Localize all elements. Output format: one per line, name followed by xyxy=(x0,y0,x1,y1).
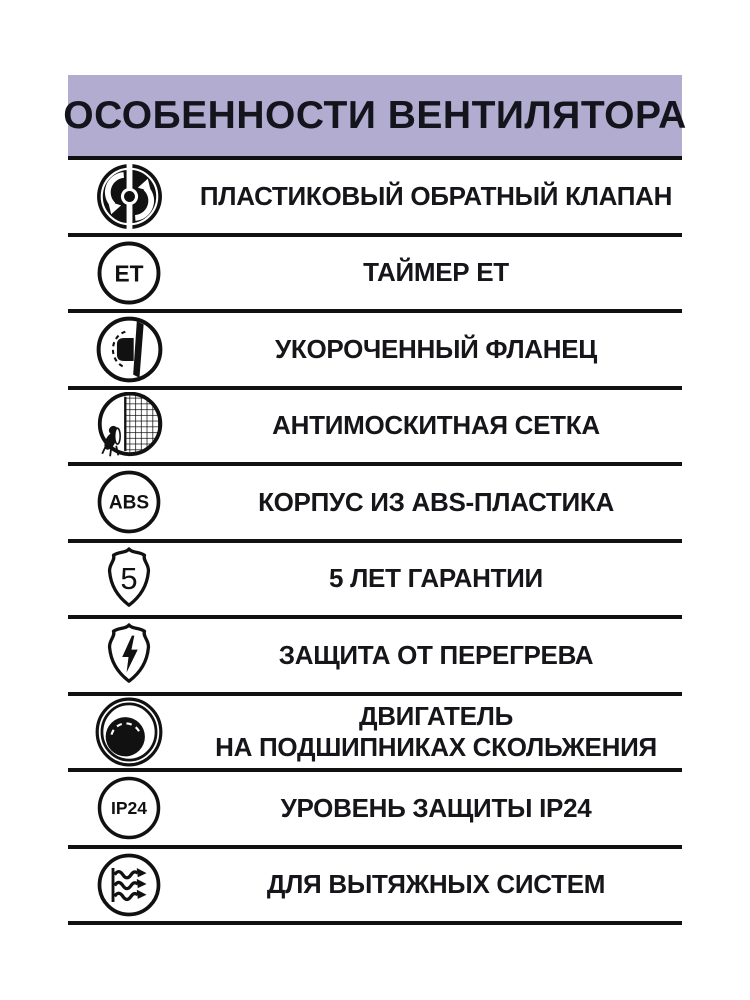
page-title: ОСОБЕННОСТИ ВЕНТИЛЯТОРА xyxy=(63,93,687,137)
feature-label: ПЛАСТИКОВЫЙ ОБРАТНЫЙ КЛАПАН xyxy=(199,180,673,211)
sheet-header xyxy=(63,75,687,156)
feature-label: ТАЙМЕР ET xyxy=(363,257,509,288)
features-sheet xyxy=(63,75,687,925)
ip24-icon-text: IP24 xyxy=(110,798,148,819)
feature-label: ДЛЯ ВЫТЯЖНЫХ СИСТЕМ xyxy=(266,869,606,900)
feature-row-ip24 xyxy=(68,768,682,845)
feature-label-line-2: НА ПОДШИПНИКАХ СКОЛЬЖЕНИЯ xyxy=(215,731,657,762)
feature-row-exhaust-systems xyxy=(68,845,682,922)
feature-row-sliding-bearings xyxy=(68,692,682,769)
timer-et-icon-text: ET xyxy=(114,260,144,286)
feature-row-check-valve xyxy=(68,156,682,233)
warranty-5-years-shield-icon xyxy=(98,545,160,613)
feature-label-line-1: ДВИГАТЕЛЬ xyxy=(358,700,514,731)
feature-row-abs-plastic xyxy=(68,462,682,539)
feature-row-mosquito-net xyxy=(68,386,682,463)
ip24-protection-icon xyxy=(96,775,162,841)
feature-row-warranty xyxy=(68,539,682,616)
warranty-icon-text: 5 xyxy=(120,560,138,596)
feature-row-short-flange xyxy=(68,309,682,386)
check-valve-icon xyxy=(96,163,163,230)
sliding-bearings-motor-icon xyxy=(95,697,163,767)
feature-label: ЗАЩИТА ОТ ПЕРЕГРЕВА xyxy=(278,639,594,670)
feature-label: КОРПУС ИЗ ABS-ПЛАСТИКА xyxy=(258,486,614,517)
mosquito-net-icon xyxy=(95,392,163,460)
overheat-protection-shield-icon xyxy=(98,621,160,689)
abs-icon-text: ABS xyxy=(108,492,150,514)
feature-row-timer-et xyxy=(68,233,682,310)
feature-label: АНТИМОСКИТНАЯ СЕТКА xyxy=(272,410,600,441)
abs-plastic-icon xyxy=(96,469,162,535)
feature-label: УКОРОЧЕННЫЙ ФЛАНЕЦ xyxy=(275,333,597,364)
short-flange-icon xyxy=(96,316,163,383)
feature-label: 5 ЛЕТ ГАРАНТИИ xyxy=(329,563,543,594)
lightning-bolt-glyph xyxy=(122,636,138,673)
feature-label: УРОВЕНЬ ЗАЩИТЫ IP24 xyxy=(280,792,592,823)
feature-row-overheat-protection xyxy=(68,615,682,692)
timer-et-icon xyxy=(96,240,162,306)
exhaust-systems-airflow-icon xyxy=(96,852,162,918)
